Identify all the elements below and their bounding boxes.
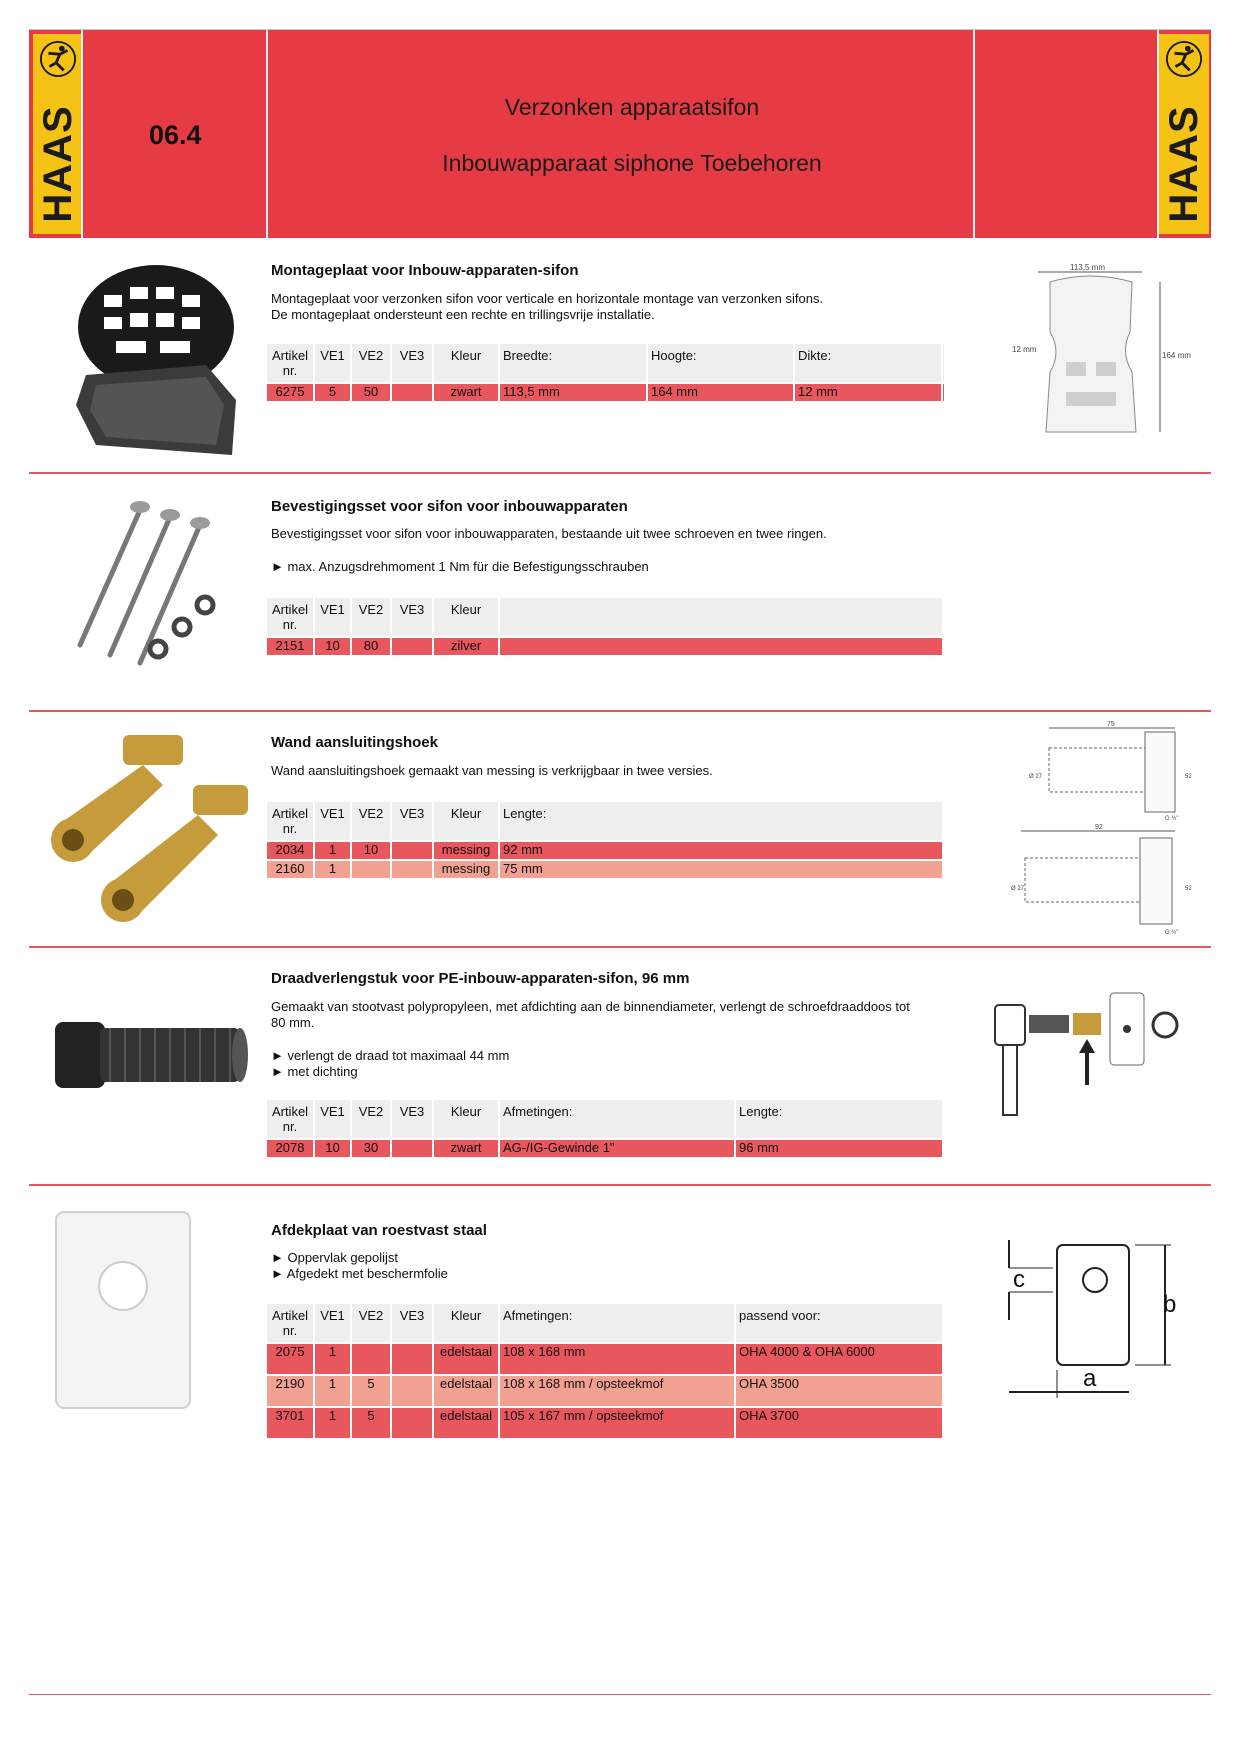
col-header: passend voor:	[736, 1304, 944, 1342]
chapter-number: 06.4	[149, 120, 202, 150]
table-cell: edelstaal	[434, 1408, 500, 1438]
table-cell: 10	[315, 638, 352, 655]
table-cell: 1	[315, 1344, 352, 1374]
table-cell: OHA 4000 & OHA 6000	[736, 1344, 944, 1374]
section-description: Gemaakt van stootvast polypropyleen, met afdichting aan de binnendiameter, verlengt de schroefdraaddoos tot 80 mm.	[271, 999, 910, 1030]
page-title: Verzonken apparaatsifon	[504, 94, 760, 120]
col-header: Artikel nr.	[267, 802, 315, 840]
section-title: Wand aansluitingshoek	[271, 734, 438, 751]
col-header: Dikte:	[795, 344, 943, 382]
table-cell: messing	[434, 842, 500, 859]
table-row	[267, 638, 944, 655]
col-header: Kleur	[434, 802, 500, 840]
table-header-row	[267, 598, 944, 636]
table-cell	[392, 1376, 434, 1406]
col-header: VE3	[392, 1100, 434, 1138]
dimension-label: G ½"	[1165, 816, 1179, 822]
dimension-label: c	[1013, 1266, 1025, 1293]
col-header: VE2	[352, 802, 392, 840]
table-row	[267, 1376, 944, 1406]
table-header-row	[267, 1304, 944, 1342]
section-separator	[29, 472, 1211, 474]
haas-logo-text: HAAS	[36, 105, 80, 223]
section-separator	[29, 710, 1211, 712]
table-cell: edelstaal	[434, 1376, 500, 1406]
table-cell: 30	[352, 1140, 392, 1157]
section-bullet: ► verlengt de draad tot maximaal 44 mm	[271, 1048, 510, 1063]
col-header: VE1	[315, 344, 352, 382]
dimension-label: 164 mm	[1162, 351, 1191, 360]
col-header: VE3	[392, 344, 434, 382]
table-cell: zilver	[434, 638, 500, 655]
cover-plate-photo	[54, 1210, 192, 1410]
section-title: Bevestigingsset voor sifon voor inbouwapparaten	[271, 498, 628, 515]
table-row	[267, 1140, 944, 1157]
table-cell: OHA 3500	[736, 1376, 944, 1406]
table-cell: 105 x 167 mm / opsteekmof	[500, 1408, 736, 1438]
dimension-label: a	[1083, 1365, 1097, 1392]
col-header: VE2	[352, 1304, 392, 1342]
section-title: Montageplaat voor Inbouw-apparaten-sifon	[271, 262, 579, 279]
table-cell: 5	[352, 1376, 392, 1406]
table-cell: edelstaal	[434, 1344, 500, 1374]
table-cell	[392, 638, 434, 655]
section-bullet: ► Oppervlak gepolijst	[271, 1250, 399, 1265]
table-row	[267, 861, 944, 878]
col-header	[500, 598, 944, 636]
table-row	[267, 384, 944, 401]
table-cell: 75 mm	[500, 861, 944, 878]
section-title: Afdekplaat van roestvast staal	[271, 1222, 487, 1239]
header-divider	[81, 30, 83, 238]
table-cell: 5	[315, 384, 352, 401]
section-description: Montageplaat voor verzonken sifon voor verticale en horizontale montage van verzonken sifons. De montageplaat ondersteunt een rechte en trillingsvrije installatie.	[271, 291, 824, 322]
col-header: VE3	[392, 1304, 434, 1342]
col-header: Kleur	[434, 598, 500, 636]
table-cell	[392, 861, 434, 878]
header-divider	[266, 30, 268, 238]
haas-logo	[1159, 34, 1209, 234]
table-header-row	[267, 1100, 944, 1138]
table-row	[267, 1344, 944, 1374]
table-cell: 10	[352, 842, 392, 859]
table-cell: 96 mm	[736, 1140, 944, 1157]
col-header: Artikel nr.	[267, 1304, 315, 1342]
screws-photo	[70, 495, 240, 675]
section-description: Bevestigingsset voor sifon voor inbouwapparaten, bestaande uit twee schroeven en twee ringen.	[271, 526, 827, 541]
col-header: Breedte:	[500, 344, 648, 382]
table-cell: messing	[434, 861, 500, 878]
table-row	[267, 842, 944, 859]
col-header: VE1	[315, 598, 352, 636]
table-row	[267, 1408, 944, 1438]
col-header: VE1	[315, 1304, 352, 1342]
table-cell: 1	[315, 1408, 352, 1438]
col-header: Lengte:	[736, 1100, 944, 1138]
jumping-man-icon	[1165, 40, 1203, 78]
product-table	[267, 1100, 944, 1157]
table-cell	[392, 842, 434, 859]
table-cell	[352, 1344, 392, 1374]
dimension-label: 52	[1185, 774, 1192, 780]
col-header: Artikel nr.	[267, 598, 315, 636]
table-cell: 2034	[267, 842, 315, 859]
dimension-label: Ø 27	[1011, 886, 1025, 892]
section-separator	[29, 946, 1211, 948]
col-header: VE1	[315, 802, 352, 840]
table-cell: 10	[315, 1140, 352, 1157]
montageplaat-drawing	[1010, 262, 1210, 452]
product-table	[267, 1304, 944, 1438]
table-cell: 92 mm	[500, 842, 944, 859]
thread-extension-photo	[50, 1010, 250, 1100]
section-bullet: ► met dichting	[271, 1064, 358, 1079]
table-cell: 2151	[267, 638, 315, 655]
table-cell: 164 mm	[648, 384, 795, 401]
col-header: Afmetingen:	[500, 1304, 736, 1342]
page-subtitle: Inbouwapparaat siphone Toebehoren	[442, 150, 822, 176]
col-header: VE2	[352, 1100, 392, 1138]
table-cell: 108 x 168 mm	[500, 1344, 736, 1374]
section-separator	[29, 1184, 1211, 1186]
col-header: VE2	[352, 344, 392, 382]
table-cell	[392, 384, 434, 401]
haas-logo-text: HAAS	[1162, 105, 1206, 223]
table-cell	[392, 1344, 434, 1374]
table-cell: zwart	[434, 1140, 500, 1157]
table-header-row	[267, 344, 944, 382]
col-header: Lengte:	[500, 802, 944, 840]
brass-elbow-photo	[48, 725, 248, 925]
table-cell: 5	[352, 1408, 392, 1438]
jumping-man-icon	[39, 40, 77, 78]
table-cell: 108 x 168 mm / opsteekmof	[500, 1376, 736, 1406]
col-header: Hoogte:	[648, 344, 795, 382]
dimension-label: b	[1163, 1291, 1177, 1318]
table-cell	[352, 861, 392, 878]
col-header: VE1	[315, 1100, 352, 1138]
section-bullet: ► max. Anzugsdrehmoment 1 Nm für die Befestigungsschrauben	[271, 559, 649, 574]
table-cell: zwart	[434, 384, 500, 401]
col-header: Artikel nr.	[267, 344, 315, 382]
table-cell: 80	[352, 638, 392, 655]
table-cell	[392, 1408, 434, 1438]
montageplaat-photo	[56, 255, 246, 455]
col-header: Kleur	[434, 1100, 500, 1138]
section-bullet: ► Afgedekt met beschermfolie	[271, 1266, 448, 1281]
col-header: VE3	[392, 598, 434, 636]
dimension-label: 12 mm	[1012, 345, 1037, 354]
table-cell: 12 mm	[795, 384, 943, 401]
col-header: VE3	[392, 802, 434, 840]
table-cell: 1	[315, 1376, 352, 1406]
col-header: Kleur	[434, 1304, 500, 1342]
table-cell: 2160	[267, 861, 315, 878]
table-cell: 1	[315, 861, 352, 878]
table-cell: OHA 3700	[736, 1408, 944, 1438]
cover-plate-drawing	[995, 1220, 1195, 1400]
table-cell: 50	[352, 384, 392, 401]
col-header: Artikel nr.	[267, 1100, 315, 1138]
haas-logo	[33, 34, 83, 234]
table-header-row	[267, 802, 944, 840]
table-cell	[500, 638, 944, 655]
table-cell: 3701	[267, 1408, 315, 1438]
header-divider	[973, 30, 975, 238]
col-header: Afmetingen:	[500, 1100, 736, 1138]
dimension-label: Ø 27	[1029, 774, 1043, 780]
footer-line	[29, 1694, 1211, 1695]
section-title: Draadverlengstuk voor PE-inbouw-apparaten-sifon, 96 mm	[271, 970, 690, 987]
table-cell	[392, 1140, 434, 1157]
dimension-label: 113,5 mm	[1070, 263, 1105, 272]
section-description: Wand aansluitingshoek gemaakt van messing is verkrijgbaar in twee versies.	[271, 763, 713, 778]
elbow-drawing	[1011, 718, 1210, 943]
page-header	[29, 29, 1211, 238]
table-cell: 2190	[267, 1376, 315, 1406]
table-cell: 2075	[267, 1344, 315, 1374]
table-cell: 113,5 mm	[500, 384, 648, 401]
dimension-label: G ½"	[1165, 930, 1179, 936]
col-header: VE2	[352, 598, 392, 636]
dimension-label: 75	[1107, 721, 1115, 728]
product-table	[267, 802, 944, 878]
col-header: Kleur	[434, 344, 500, 382]
product-table	[267, 344, 944, 401]
dimension-label: 92	[1095, 824, 1103, 831]
assembly-drawing	[985, 985, 1195, 1125]
product-table	[267, 598, 944, 655]
table-cell: 2078	[267, 1140, 315, 1157]
dimension-label: 52	[1185, 886, 1192, 892]
table-cell: AG-/IG-Gewinde 1"	[500, 1140, 736, 1157]
table-cell: 1	[315, 842, 352, 859]
table-cell: 6275	[267, 384, 315, 401]
